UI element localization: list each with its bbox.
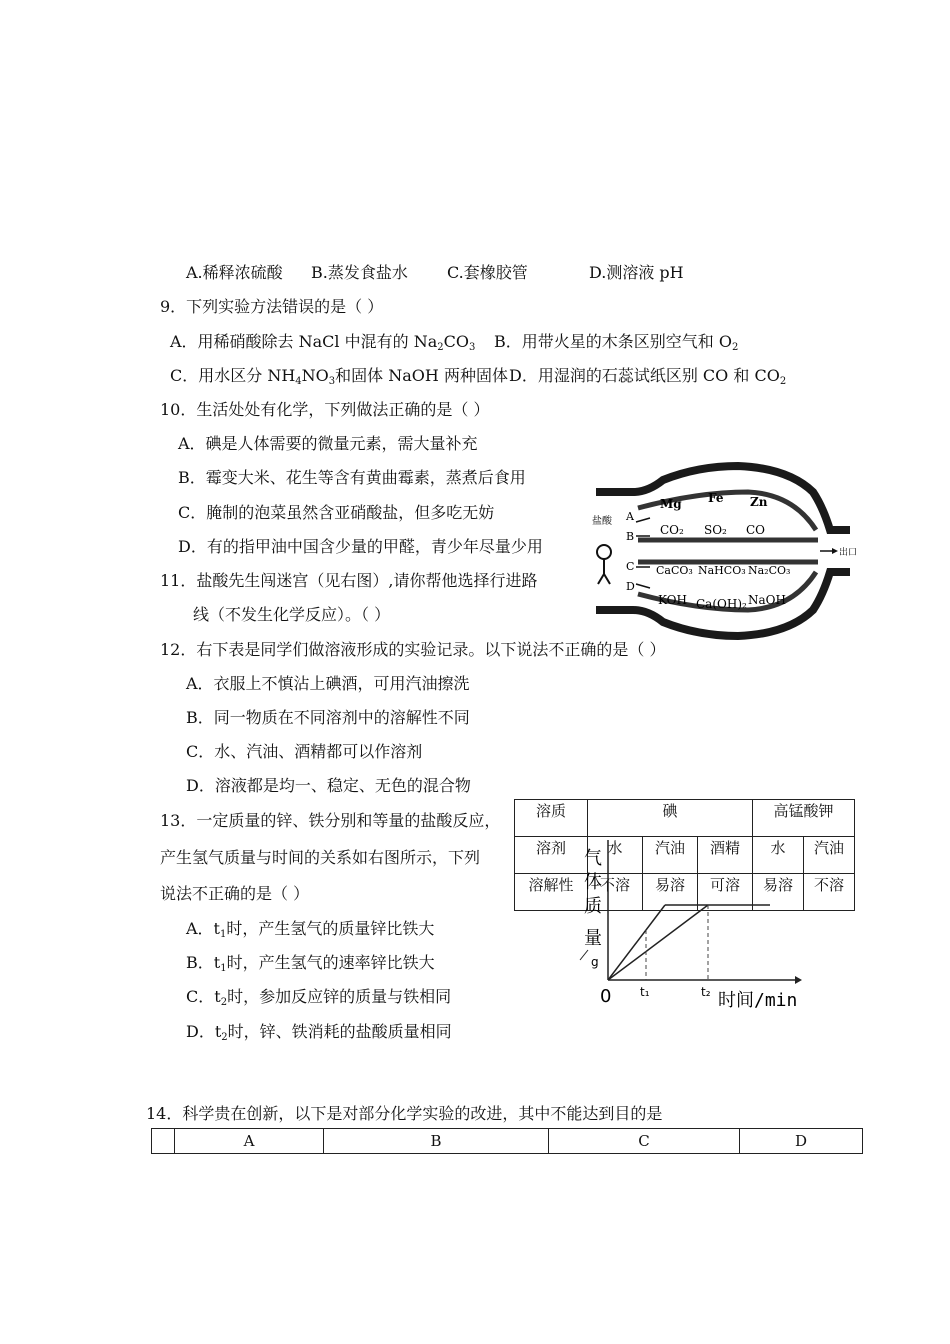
table-cell: 不溶 [804,874,855,911]
hcl-figure-head [597,545,611,559]
x-axis-label: 时间/min [718,990,798,1011]
q9-stem: 9．下列实验方法错误的是（ ） [160,297,384,316]
arrow-d [636,584,650,588]
q12-option-b: B．同一物质在不同溶剂中的溶解性不同 [186,708,470,727]
maze-item: NaOH [748,593,786,607]
q10-stem: 10．生活处处有化学，下列做法正确的是（ ） [160,400,490,419]
maze-item: Zn [750,495,768,509]
q8-option-a: A.稀释浓硫酸 [186,263,283,282]
table-cell: 溶剂 [515,837,588,874]
q13-option-a: A．$t_1$时，产生氢气的质量锌比铁大 [186,919,435,940]
q8-option-b: B.蒸发食盐水 [311,263,408,282]
q13-option-b: B．$t_1$时，产生氢气的速率锌比铁大 [186,953,435,974]
q14-header-cell: A [175,1129,324,1154]
maze-figure [588,462,858,640]
q12-option-c: C．水、汽油、酒精都可以作溶剂 [186,742,423,761]
maze-item: CaCO₃ [656,564,693,577]
maze-item: CO [746,523,766,537]
table-cell: 碘 [588,800,753,837]
table-cell: 不溶 [588,874,643,911]
t1-label: t₁ [640,985,650,999]
table-cell: 汽油 [804,837,855,874]
t2-label: t₂ [701,985,711,999]
q14-header-cell [152,1129,175,1154]
q10-option-a: A．碘是人体需要的微量元素，需大量补充 [178,434,478,453]
q12-option-a: A．衣服上不慎沾上碘酒，可用汽油擦洗 [186,674,470,693]
q8-option-d: D.测溶液 pH [589,263,684,282]
q10-option-c: C．腌制的泡菜虽然含亚硝酸盐，但多吃无妨 [178,503,495,522]
exit-arrowhead [832,548,838,554]
hcl-figure-leg-left [598,574,604,584]
iron-line [608,905,708,980]
y-label-char: 体 [584,872,602,893]
maze-item: Mg [660,497,682,511]
q10-option-d: D．有的指甲油中国含少量的甲醛，青少年尽量少用 [178,537,543,556]
maze-item: Ca(OH)₂ [696,597,747,611]
q11-stem-line2: 线（不发生化学反应）。（ ） [193,605,391,624]
table-cell: 易溶 [643,874,698,911]
q12-option-d: D．溶液都是均一、稳定、无色的混合物 [186,776,471,795]
maze-item: Fe [708,491,724,505]
table-cell: 高锰酸钾 [753,800,855,837]
q9-option-d: D．用湿润的石蕊试纸区别 CO 和 $CO_2$ [509,366,787,387]
table-cell: 溶质 [515,800,588,837]
table-cell: 溶解性 [515,874,588,911]
q13-option-c: C．$t_2$时，参加反应锌的质量与铁相同 [186,987,452,1008]
maze-item: NaHCO₃ [698,564,746,577]
q13-stem-line2: 产生氢气质量与时间的关系如右图所示，下列 [160,848,481,867]
y-label-char: 量 [584,928,602,949]
maze-row-letter: B [626,530,635,543]
q14-header-cell: B [324,1129,549,1154]
q14-header-cell: C [549,1129,740,1154]
arrow-a [636,518,650,522]
maze-item: KOH [658,593,687,607]
hcl-figure-leg-right [604,574,610,584]
q14-header-cell: D [740,1129,863,1154]
zinc-line [608,905,665,980]
q14-stem: 14．科学贵在创新，以下是对部分化学实验的改进，其中不能达到目的是 [146,1104,663,1123]
maze-row-letter: A [626,510,634,523]
maze-exit-label: 出口 [839,548,858,558]
q13-option-d: D．$t_2$时，锌、铁消耗的盐酸质量相同 [186,1022,452,1043]
q9-option-c: C．用水区分 $NH_4NO_3$和固体 NaOH 两种固体 [170,366,508,387]
table-cell: 易溶 [753,874,804,911]
y-label-char: 质 [584,896,602,917]
maze-entry-label: 盐酸 [592,516,612,527]
maze-row-letter: D [626,580,635,593]
q11-stem-line1: 11．盐酸先生闯迷宫（见右图）,请你帮他选择行进路 [160,571,538,590]
table-cell: 水 [588,837,643,874]
maze-row-letter: C [626,560,635,573]
q14-table [151,1128,863,1154]
table-cell: 酒精 [698,837,753,874]
maze-item: CO₂ [660,523,684,537]
maze-item: SO₂ [704,523,727,537]
x-axis-arrowhead [795,976,802,984]
unit-slash [580,950,588,960]
q10-option-b: B．霉变大米、花生等含有黄曲霉素，蒸煮后食用 [178,468,526,487]
q9-option-b: B．用带火星的木条区别空气和 $O_2$ [494,332,739,353]
hydrogen-mass-graph [570,830,810,1015]
y-unit: g [591,955,599,969]
table-cell: 可溶 [698,874,753,911]
table-cell: 汽油 [643,837,698,874]
q13-stem-line1: 13．一定质量的锌、铁分别和等量的盐酸反应， [160,811,501,830]
q8-option-c: C.套橡胶管 [447,263,528,282]
y-label-char: 气 [584,848,602,869]
table-cell: 水 [753,837,804,874]
q13-stem-line3: 说法不正确的是（ ） [160,884,310,903]
q9-option-a: A．用稀硝酸除去 NaCl 中混有的 $Na_2CO_3$ [170,332,476,353]
origin-label: 0 [600,986,612,1007]
maze-item: Na₂CO₃ [748,564,791,577]
q12-stem: 12．右下表是同学们做溶液形成的实验记录。以下说法不正确的是（ ） [160,640,666,659]
